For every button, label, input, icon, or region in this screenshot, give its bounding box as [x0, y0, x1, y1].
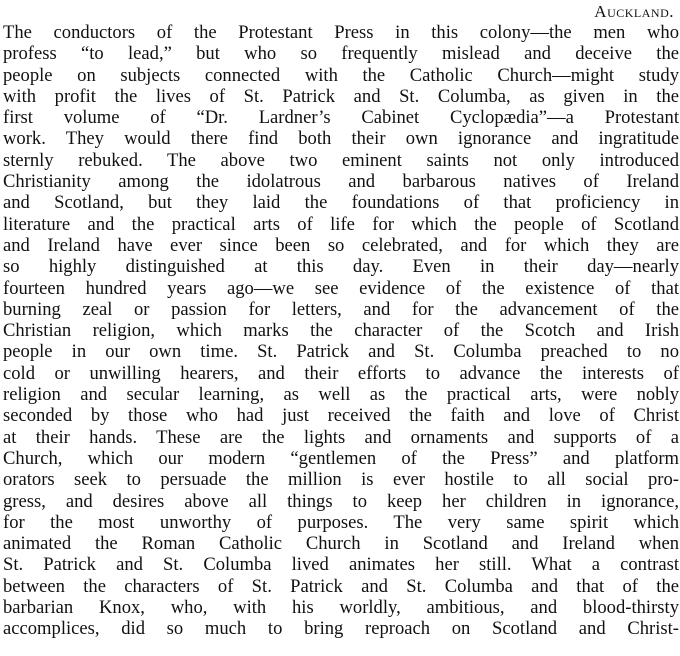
text-line: people on subjects connected with the Catholic Church—might study: [3, 64, 679, 86]
text-line: accomplices, did so much to bring reproach on Scotland and Christ-: [3, 618, 679, 640]
section-heading: Auckland.: [594, 2, 674, 21]
text-line: for the most unworthy of purposes. The very same spirit which: [3, 511, 679, 533]
text-line: burning zeal or passion for letters, and for the advancement of the: [3, 298, 679, 320]
text-line: work. They would there find both their own ignorance and ingratitude: [3, 128, 679, 150]
text-line: profess “to lead,” but who so frequently mislead and deceive the: [3, 43, 679, 65]
text-line: barbarian Knox, who, with his worldly, ambitious, and blood-thirsty: [3, 597, 679, 619]
text-line: people in our own time. St. Patrick and St. Columba preached to no: [3, 341, 679, 363]
text-line: religion and secular learning, as well as the practical arts, were nobly: [3, 384, 679, 406]
text-line: Christian religion, which marks the character of the Scotch and Irish: [3, 320, 679, 342]
text-line: so highly distinguished at this day. Even in their day—nearly: [3, 256, 679, 278]
text-line: literature and the practical arts of life for which the people of Scotland: [3, 213, 679, 235]
text-line: cold or unwilling hearers, and their efforts to advance the interests of: [3, 362, 679, 384]
text-line: with profit the lives of St. Patrick and St. Columba, as given in the: [3, 85, 679, 107]
text-line: and Scotland, but they laid the foundations of that proficiency in: [3, 192, 679, 214]
text-line: between the characters of St. Patrick and St. Columba and that of the: [3, 575, 679, 597]
text-line: Church, which our modern “gentlemen of the Press” and platform: [3, 447, 679, 469]
text-line: The conductors of the Protestant Press in this colony—the men who: [3, 22, 679, 43]
text-line: orators seek to persuade the million is ever hostile to all social pro-: [3, 469, 679, 491]
text-line: St. Patrick and St. Columba lived animates her still. What a contrast: [3, 554, 679, 576]
text-line: at their hands. These are the lights and ornaments and supports of a: [3, 426, 679, 448]
text-line: animated the Roman Catholic Church in Scotland and Ireland when: [3, 533, 679, 555]
text-line: gress, and desires above all things to keep her children in ignorance,: [3, 490, 679, 512]
article-body: [3, 22, 679, 640]
text-line: seconded by those who had just received the faith and love of Christ: [3, 405, 679, 427]
text-line: Christianity among the idolatrous and barbarous natives of Ireland: [3, 171, 679, 193]
text-line: first volume of “Dr. Lardner’s Cabinet Cyclopædia”—a Protestant: [3, 107, 679, 129]
text-line: fourteen hundred years ago—we see evidence of the existence of that: [3, 277, 679, 299]
text-line: sternly rebuked. The above two eminent saints not only introduced: [3, 149, 679, 171]
text-line: and Ireland have ever since been so celebrated, and for which they are: [3, 234, 679, 256]
